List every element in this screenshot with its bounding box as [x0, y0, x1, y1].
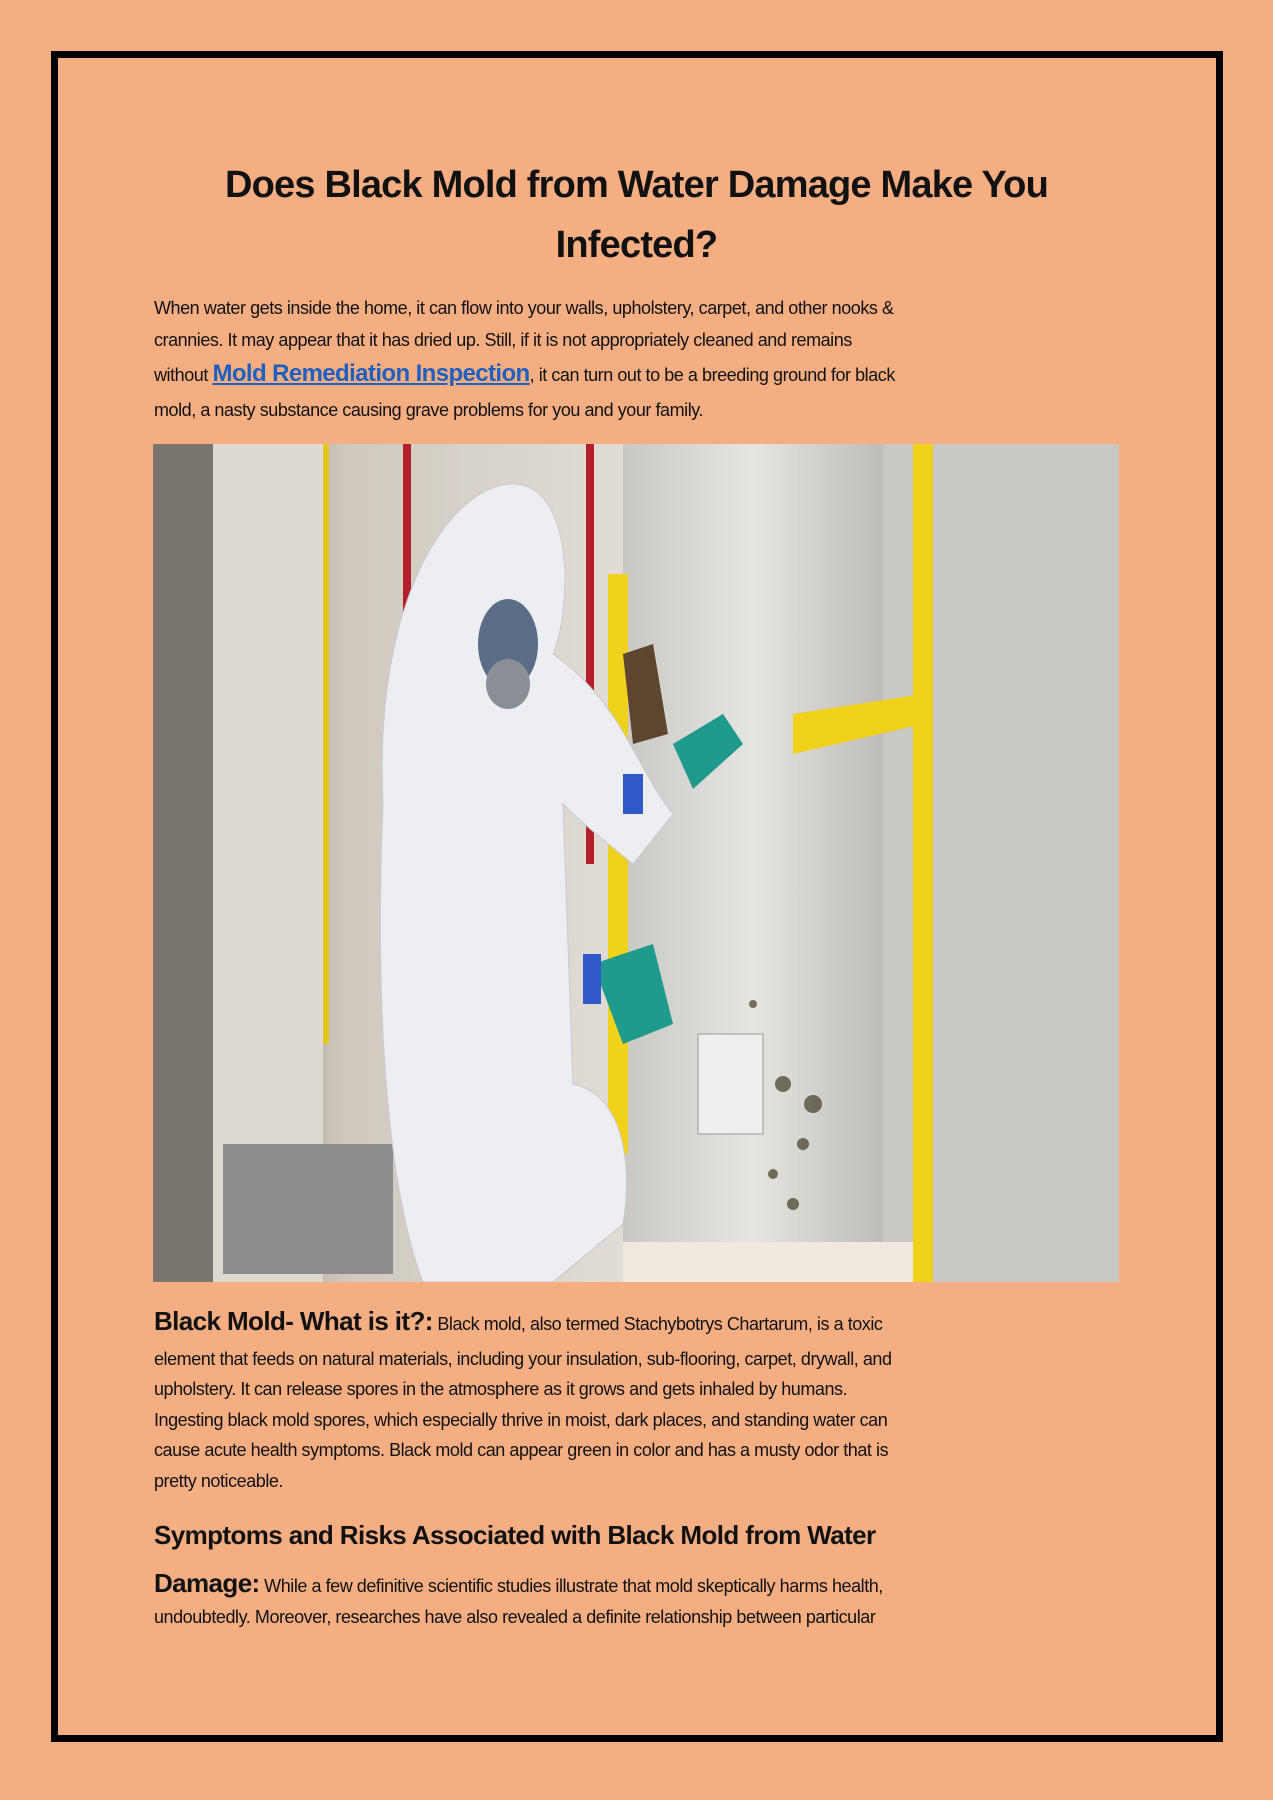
intro-line-3	[154, 360, 895, 388]
intro-line-1: When water gets inside the home, it can flow into your walls, upholstery, carpet, and other nooks &	[154, 298, 894, 318]
section-1-text: Black mold, also termed Stachybotrys Chartarum, is a toxic	[432, 1314, 883, 1334]
section-1-line-4: Ingesting black mold spores, which especially thrive in moist, dark places, and standing water can	[154, 1410, 888, 1430]
title-line-2: Infected?	[555, 224, 718, 266]
section-2-heading: Symptoms and Risks Associated with Black Mold from Water	[154, 1520, 876, 1550]
section-1-line-3: upholstery. It can release spores in the atmosphere as it grows and gets inhaled by humans.	[154, 1379, 848, 1399]
section-2-heading-cont: Damage:	[154, 1568, 260, 1598]
section-1-line-1	[154, 1306, 882, 1337]
title-line-1: Does Black Mold from Water Damage Make You	[224, 164, 1049, 206]
section-1-heading: Black Mold- What is it?:	[154, 1306, 433, 1336]
section-1-line-5: cause acute health symptoms. Black mold can appear green in color and has a musty odor that is	[154, 1440, 889, 1460]
mold-remediation-inspection-link[interactable]: Mold Remediation Inspection	[212, 360, 530, 387]
intro-text: , it can turn out to be a breeding ground for black	[529, 365, 895, 385]
mold-remediation-photo	[153, 444, 1119, 1282]
intro-line-2: crannies. It may appear that it has dried up. Still, if it is not appropriately cleaned and remains	[154, 330, 852, 350]
section-2-line-1	[154, 1568, 883, 1599]
section-2-line-2: undoubtedly. Moreover, researches have also revealed a definite relationship between particular	[154, 1607, 876, 1627]
intro-text: without	[154, 365, 213, 385]
section-2-text: While a few definitive scientific studies illustrate that mold skeptically harms health,	[259, 1576, 883, 1596]
section-1-line-6: pretty noticeable.	[154, 1471, 283, 1491]
page-title	[60, 155, 1213, 275]
section-1-line-2: element that feeds on natural materials, including your insulation, sub-flooring, carpet, drywall, and	[154, 1349, 892, 1369]
intro-line-4: mold, a nasty substance causing grave problems for you and your family.	[154, 400, 704, 420]
